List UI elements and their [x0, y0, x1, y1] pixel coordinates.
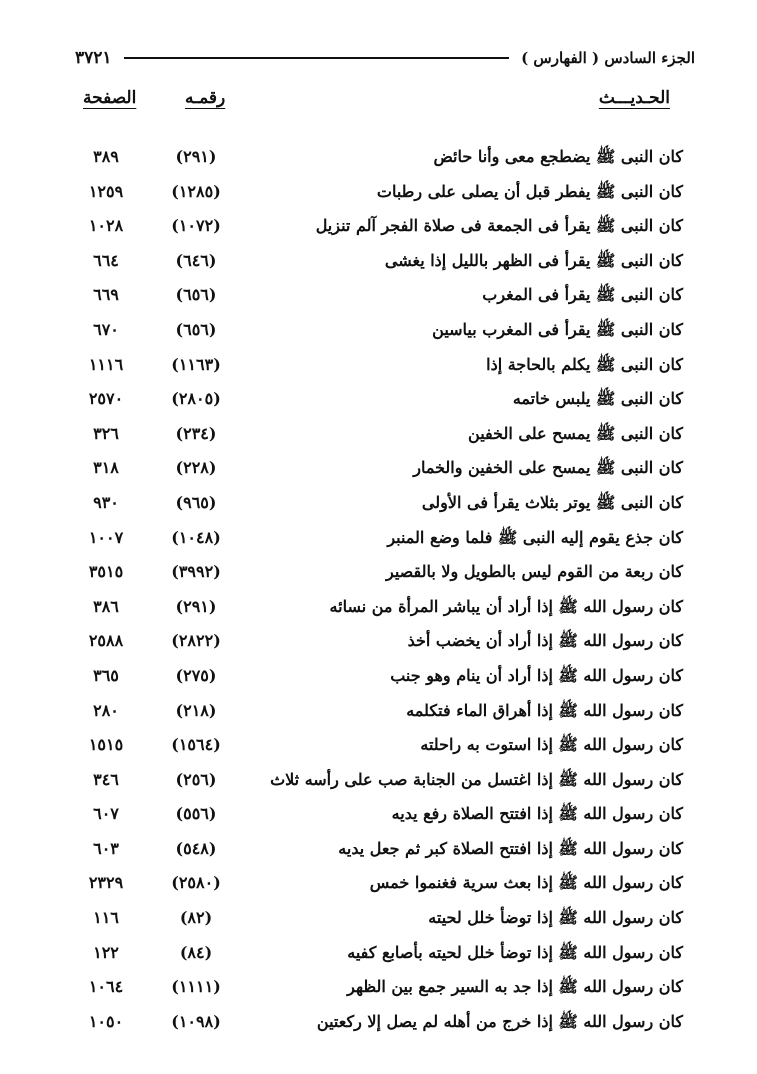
index-row	[75, 903, 695, 938]
page-reference: ٢٨٠	[93, 700, 119, 720]
hadith-text: كان رسول الله ﷺ إذا خرج من أهله لم يصل إلا ركعتين	[316, 1011, 683, 1031]
page-reference: ٢٥٨٨	[88, 631, 124, 651]
hadith-text: كان رسول الله ﷺ إذا أراد أن ينام وهو جنب	[390, 665, 683, 685]
index-row	[75, 765, 695, 800]
hadith-number: (٢٣٤)	[175, 423, 217, 443]
hadith-number: (١١٦٣)	[171, 354, 221, 374]
hadith-number: (٦٥٦)	[175, 319, 217, 339]
index-row	[75, 488, 695, 523]
hadith-text: كان النبى ﷺ يضطجع معى وأنا حائض	[433, 147, 683, 166]
index-row	[75, 557, 695, 592]
index-row	[75, 350, 695, 385]
column-header-page: الصفحة	[83, 88, 137, 108]
index-row	[75, 834, 695, 869]
page-reference: ٣٤٦	[93, 769, 119, 789]
hadith-number: (١٠٤٨)	[171, 527, 221, 547]
hadith-number: (٢٥٨٠)	[171, 873, 221, 893]
index-row	[75, 453, 695, 488]
hadith-text: كان النبى ﷺ يمسح على الخفين	[468, 423, 683, 443]
hadith-text: كان رسول الله ﷺ إذا أراد أن يباشر المرأة من نسائه	[329, 596, 683, 616]
index-row	[75, 315, 695, 350]
index-row	[75, 523, 695, 558]
index-row	[75, 626, 695, 661]
hadith-number: (٢٩١)	[175, 147, 217, 166]
index-row	[75, 938, 695, 973]
page-reference: ٢٥٧٠	[88, 389, 124, 409]
index-row	[75, 1007, 695, 1042]
hadith-number: (٩٦٥)	[175, 492, 217, 512]
index-row	[75, 177, 695, 212]
column-header-number: رقمـه	[185, 88, 226, 108]
hadith-number: (١٢٨٥)	[171, 181, 221, 201]
hadith-number: (٦٥٦)	[175, 285, 217, 305]
index-row	[75, 142, 695, 177]
index-row	[75, 868, 695, 903]
hadith-number: (٨٤)	[179, 942, 213, 962]
index-row	[75, 419, 695, 454]
page-reference: ٦٠٣	[93, 838, 119, 858]
hadith-text: كان النبى ﷺ يمسح على الخفين والخمار	[413, 458, 683, 478]
page-reference: ٣٥١٥	[88, 562, 124, 582]
index-row	[75, 799, 695, 834]
hadith-number: (٦٤٦)	[175, 250, 217, 270]
page-reference: ٦٦٤	[93, 250, 119, 270]
hadith-text: كان رسول الله ﷺ إذا استوت به راحلته	[420, 735, 683, 755]
page-reference: ٣٨٦	[93, 596, 119, 616]
hadith-number: (٢٥٦)	[175, 769, 217, 789]
index-row	[75, 661, 695, 696]
column-headers	[75, 88, 695, 118]
page-reference: ٦٧٠	[93, 319, 119, 339]
page-reference: ٩٣٠	[93, 492, 119, 512]
hadith-number: (١٠٧٢)	[171, 216, 221, 236]
hadith-text: كان رسول الله ﷺ إذا جد به السير جمع بين الظهر	[347, 977, 683, 997]
hadith-number: (١١١١)	[171, 977, 221, 997]
hadith-text: كان جذع يقوم إليه النبى ﷺ فلما وضع المنبر	[387, 527, 683, 547]
hadith-number: (٨٢)	[179, 908, 213, 928]
page-reference: ١١٦	[93, 908, 119, 928]
hadith-text: كان النبى ﷺ يقرأ فى الجمعة فى صلاة الفجر آلم تنزيل	[315, 216, 683, 236]
hadith-number: (٢٨٠٥)	[171, 389, 221, 409]
page-reference: ١٠٥٠	[88, 1011, 124, 1031]
page-reference: ١٠٦٤	[88, 977, 124, 997]
index-row	[75, 972, 695, 1007]
hadith-text: كان رسول الله ﷺ إذا أراد أن يخضب أخذ	[407, 631, 683, 651]
page-reference: ٦٠٧	[93, 804, 119, 824]
running-header	[75, 45, 695, 71]
hadith-number: (٢٨٢٢)	[171, 631, 221, 651]
index-entries	[75, 142, 695, 1041]
hadith-text: كان رسول الله ﷺ إذا توضأ خلل لحيته بأصابع كفيه	[347, 942, 683, 962]
hadith-text: كان ربعة من القوم ليس بالطويل ولا بالقصير	[386, 562, 683, 582]
hadith-text: كان النبى ﷺ يوتر بثلاث يقرأ فى الأولى	[421, 492, 683, 512]
page-reference: ٣٨٩	[93, 147, 119, 166]
index-row	[75, 211, 695, 246]
page-number: ٣٧٢١	[75, 48, 112, 68]
page-reference: ١٥١٥	[88, 735, 124, 755]
page-reference: ٣٦٥	[93, 665, 119, 685]
hadith-number: (١٥٦٤)	[171, 735, 221, 755]
index-row	[75, 696, 695, 731]
hadith-number: (٢١٨)	[175, 700, 217, 720]
index-row	[75, 592, 695, 627]
page-reference: ٣٢٦	[93, 423, 119, 443]
hadith-text: كان النبى ﷺ يكلم بالحاجة إذا	[486, 354, 683, 374]
hadith-text: كان رسول الله ﷺ إذا أهراق الماء فتكلمه	[406, 700, 683, 720]
running-title: الجزء السادس ( الفهارس )	[521, 49, 695, 67]
hadith-text: كان رسول الله ﷺ إذا توضأ خلل لحيته	[428, 908, 683, 928]
index-row	[75, 384, 695, 419]
page-reference: ٦٦٩	[93, 285, 119, 305]
hadith-text: كان رسول الله ﷺ إذا افتتح الصلاة رفع يديه	[391, 804, 683, 824]
page-reference: ١٠٢٨	[88, 216, 124, 236]
index-row	[75, 280, 695, 315]
hadith-text: كان رسول الله ﷺ إذا افتتح الصلاة كبر ثم جعل يديه	[338, 838, 683, 858]
hadith-number: (٢٧٥)	[175, 665, 217, 685]
page-reference: ١٢٢	[93, 942, 119, 962]
hadith-number: (٣٩٩٢)	[171, 562, 221, 582]
hadith-text: كان النبى ﷺ يلبس خاتمه	[512, 389, 683, 409]
column-header-hadith: الحـديـــث	[598, 88, 670, 108]
hadith-text: كان النبى ﷺ يقرأ فى المغرب بياسين	[432, 319, 683, 339]
hadith-number: (٥٥٦)	[175, 804, 217, 824]
index-row	[75, 730, 695, 765]
hadith-text: كان رسول الله ﷺ إذا اغتسل من الجنابة صب على رأسه ثلاث	[270, 769, 683, 789]
hadith-text: كان النبى ﷺ يقرأ فى الظهر بالليل إذا يغشى	[384, 250, 683, 270]
page-reference: ٢٣٢٩	[88, 873, 124, 893]
hadith-number: (٢٩١)	[175, 596, 217, 616]
page-reference: ١٢٥٩	[88, 181, 124, 201]
page-reference: ١١١٦	[88, 354, 124, 374]
hadith-number: (٥٤٨)	[175, 838, 217, 858]
hadith-text: كان رسول الله ﷺ إذا بعث سرية فغنموا خمس	[369, 873, 683, 893]
hadith-text: كان النبى ﷺ يفطر قبل أن يصلى على رطبات	[376, 181, 683, 201]
hadith-text: كان النبى ﷺ يقرأ فى المغرب	[482, 285, 683, 305]
page-reference: ٣١٨	[93, 458, 119, 478]
hadith-number: (١٠٩٨)	[171, 1011, 221, 1031]
header-rule	[124, 57, 510, 59]
index-row	[75, 246, 695, 281]
page-reference: ١٠٠٧	[88, 527, 124, 547]
hadith-number: (٢٢٨)	[175, 458, 217, 478]
